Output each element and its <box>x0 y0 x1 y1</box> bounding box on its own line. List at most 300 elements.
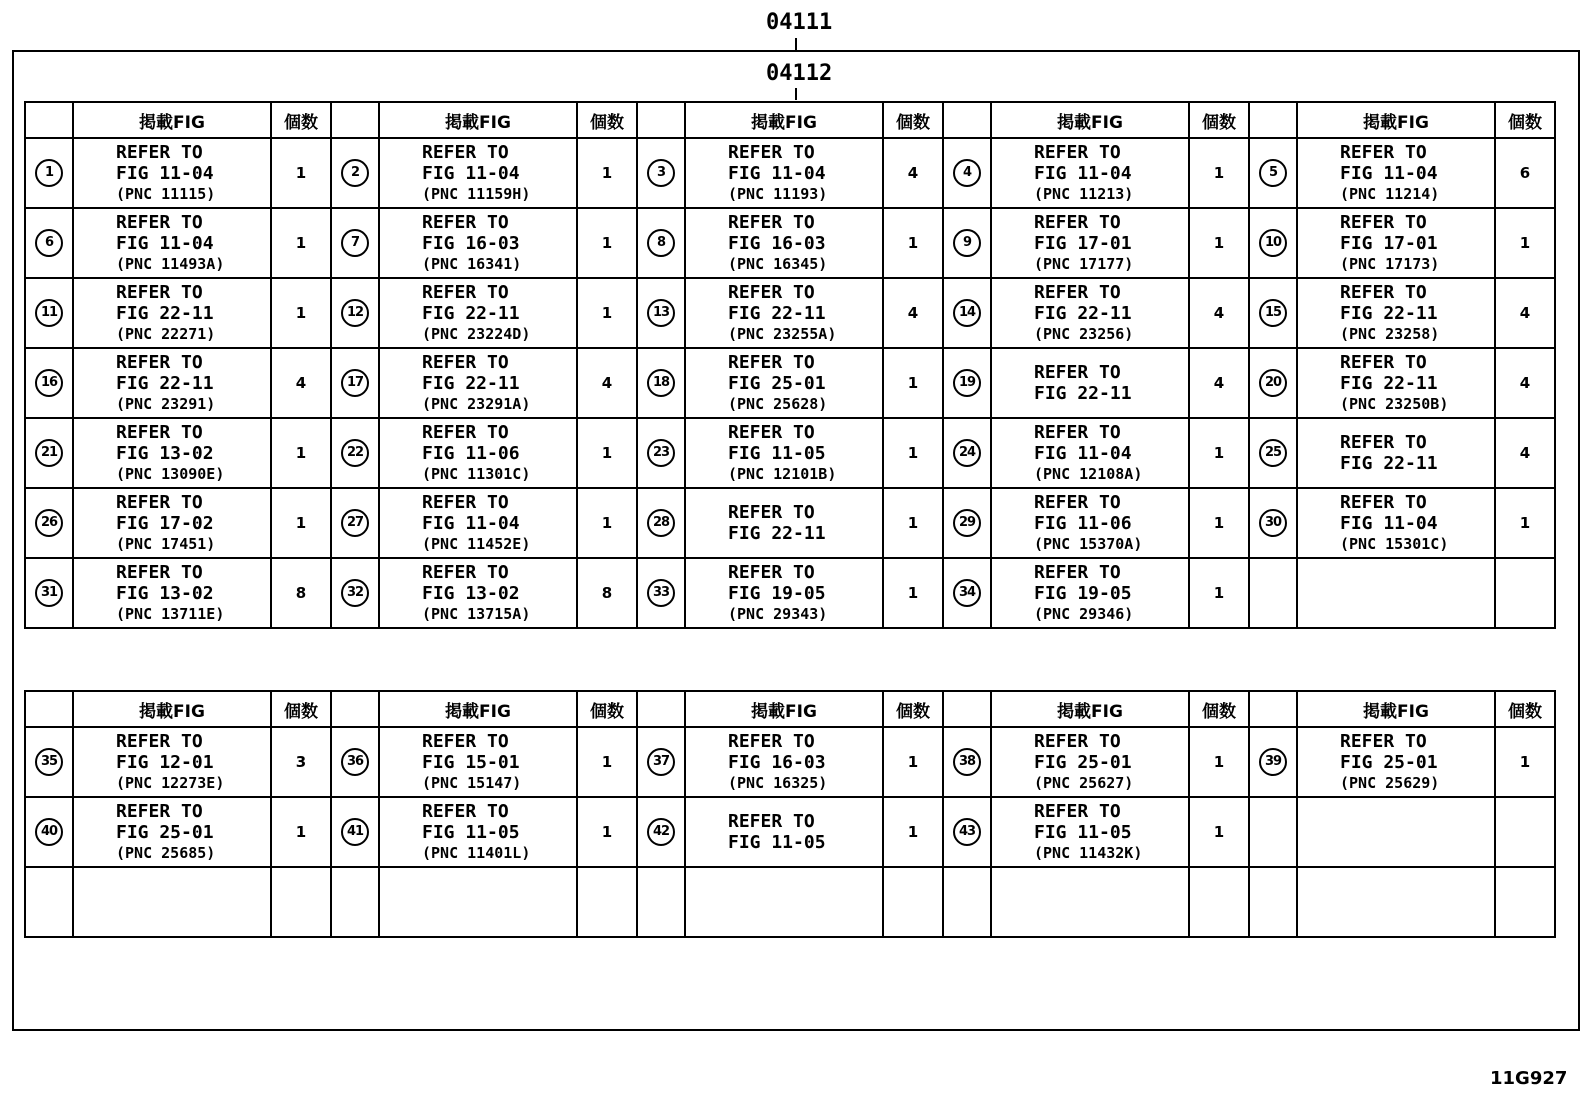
figure-number: FIG 11-04 <box>1340 162 1438 184</box>
pnc-code: (PNC 13715A) <box>422 604 531 623</box>
pnc-code: (PNC 23250B) <box>1340 394 1449 413</box>
header-fig: 掲載FIG <box>73 102 271 138</box>
callout-number-cell <box>637 488 685 558</box>
refer-to-text: REFER TO <box>1034 800 1121 822</box>
pnc-code: (PNC 11214) <box>1340 184 1440 203</box>
figure-reference-cell <box>73 138 271 208</box>
pnc-code: (PNC 11401L) <box>422 843 531 862</box>
figure-reference-cell <box>379 558 577 628</box>
quantity-cell: 4 <box>577 348 637 418</box>
callout-number: 19 <box>953 369 981 397</box>
callout-number-cell <box>943 558 991 628</box>
refer-to-text: REFER TO <box>1340 351 1427 373</box>
refer-to-text: REFER TO <box>422 561 509 583</box>
refer-to-text: REFER TO <box>116 800 203 822</box>
figure-number: FIG 11-04 <box>1034 442 1132 464</box>
callout-number-cell <box>331 208 379 278</box>
figure-reference-cell <box>1297 208 1495 278</box>
callout-number-cell <box>1249 488 1297 558</box>
figure-reference-cell <box>73 278 271 348</box>
figure-reference-cell <box>379 797 577 867</box>
refer-to-text: REFER TO <box>422 141 509 163</box>
callout-number-cell <box>1249 418 1297 488</box>
pnc-code: (PNC 23256) <box>1034 324 1134 343</box>
header-blank <box>25 102 73 138</box>
table-row <box>25 797 1555 867</box>
callout-number-cell <box>637 727 685 797</box>
figure-reference-cell <box>991 208 1189 278</box>
figure-reference-cell <box>1297 278 1495 348</box>
figure-number: FIG 22-11 <box>422 372 520 394</box>
quantity-cell: 1 <box>1189 797 1249 867</box>
callout-number: 13 <box>647 299 675 327</box>
callout-number-cell <box>1249 138 1297 208</box>
refer-to-text: REFER TO <box>1340 491 1427 513</box>
pnc-code: (PNC 11301C) <box>422 464 531 483</box>
figure-number: FIG 19-05 <box>1034 582 1132 604</box>
quantity-cell: 1 <box>883 558 943 628</box>
figure-number: FIG 11-04 <box>116 162 214 184</box>
figure-reference-cell <box>685 867 883 937</box>
figure-reference-cell <box>73 348 271 418</box>
quantity-cell: 1 <box>883 418 943 488</box>
figure-reference-cell <box>73 488 271 558</box>
quantity-cell: 4 <box>1495 348 1555 418</box>
header-qty: 個数 <box>883 102 943 138</box>
figure-reference-cell <box>1297 797 1495 867</box>
callout-number: 17 <box>341 369 369 397</box>
refer-to-text: REFER TO <box>1034 362 1121 383</box>
callout-number-cell <box>331 488 379 558</box>
refer-to-text: REFER TO <box>728 211 815 233</box>
figure-number: FIG 25-01 <box>728 372 826 394</box>
refer-to-text: REFER TO <box>728 351 815 373</box>
callout-number: 12 <box>341 299 369 327</box>
refer-to-text: REFER TO <box>728 141 815 163</box>
header-fig: 掲載FIG <box>685 691 883 727</box>
callout-number: 34 <box>953 579 981 607</box>
quantity-cell <box>1495 867 1555 937</box>
leader-line-04111 <box>795 38 797 50</box>
refer-to-text: REFER TO <box>422 491 509 513</box>
refer-to-text: REFER TO <box>1340 730 1427 752</box>
callout-number: 14 <box>953 299 981 327</box>
figure-number: FIG 11-05 <box>728 832 826 853</box>
callout-number-cell <box>943 348 991 418</box>
callout-number: 11 <box>35 299 63 327</box>
pnc-code: (PNC 15370A) <box>1034 534 1143 553</box>
figure-number: FIG 11-06 <box>422 442 520 464</box>
refer-to-text: REFER TO <box>422 351 509 373</box>
table-header-row <box>25 691 1555 727</box>
figure-number: FIG 22-11 <box>1034 383 1132 404</box>
figure-number: FIG 11-04 <box>116 232 214 254</box>
refer-to-text: REFER TO <box>1340 211 1427 233</box>
pnc-code: (PNC 15301C) <box>1340 534 1449 553</box>
table-row <box>25 138 1555 208</box>
callout-number-cell <box>1249 278 1297 348</box>
quantity-cell: 1 <box>577 418 637 488</box>
figure-reference-cell <box>379 208 577 278</box>
callout-number: 35 <box>35 748 63 776</box>
callout-number-cell <box>331 278 379 348</box>
callout-number: 20 <box>1259 369 1287 397</box>
callout-number: 38 <box>953 748 981 776</box>
callout-number: 41 <box>341 818 369 846</box>
figure-reference-cell <box>73 727 271 797</box>
header-qty: 個数 <box>271 691 331 727</box>
quantity-cell: 1 <box>577 727 637 797</box>
callout-number: 26 <box>35 509 63 537</box>
refer-to-text: REFER TO <box>1034 730 1121 752</box>
callout-number-cell <box>943 488 991 558</box>
header-blank <box>331 102 379 138</box>
figure-number: FIG 22-11 <box>728 302 826 324</box>
refer-to-text: REFER TO <box>422 281 509 303</box>
table-row <box>25 208 1555 278</box>
refer-to-text: REFER TO <box>116 281 203 303</box>
pnc-code: (PNC 11159H) <box>422 184 531 203</box>
callout-number: 39 <box>1259 748 1287 776</box>
refer-to-text: REFER TO <box>1034 141 1121 163</box>
figure-reference-cell <box>991 418 1189 488</box>
header-qty: 個数 <box>1495 691 1555 727</box>
callout-number: 3 <box>647 159 675 187</box>
quantity-cell: 1 <box>577 138 637 208</box>
callout-number: 8 <box>647 229 675 257</box>
quantity-cell: 1 <box>883 208 943 278</box>
header-qty: 個数 <box>271 102 331 138</box>
table-row <box>25 278 1555 348</box>
quantity-cell: 1 <box>271 797 331 867</box>
callout-number-cell <box>1249 797 1297 867</box>
pnc-code: (PNC 17177) <box>1034 254 1134 273</box>
header-qty: 個数 <box>1189 102 1249 138</box>
figure-number: FIG 11-05 <box>422 821 520 843</box>
figure-reference-cell <box>1297 348 1495 418</box>
callout-number-cell <box>25 727 73 797</box>
callout-number-cell <box>943 867 991 937</box>
callout-number-cell <box>331 418 379 488</box>
quantity-cell: 1 <box>1495 727 1555 797</box>
callout-number-cell <box>943 418 991 488</box>
callout-number: 5 <box>1259 159 1287 187</box>
callout-number: 36 <box>341 748 369 776</box>
figure-number: FIG 22-11 <box>422 302 520 324</box>
callout-number: 32 <box>341 579 369 607</box>
figure-reference-cell <box>991 138 1189 208</box>
figure-reference-cell <box>1297 727 1495 797</box>
figure-number: FIG 22-11 <box>1340 372 1438 394</box>
pnc-code: (PNC 11432K) <box>1034 843 1143 862</box>
pnc-code: (PNC 22271) <box>116 324 216 343</box>
quantity-cell: 1 <box>1189 488 1249 558</box>
refer-to-text: REFER TO <box>728 811 815 832</box>
figure-number: FIG 22-11 <box>116 302 214 324</box>
callout-number-cell <box>331 348 379 418</box>
callout-number: 4 <box>953 159 981 187</box>
table-row <box>25 348 1555 418</box>
quantity-cell: 1 <box>577 208 637 278</box>
callout-number: 24 <box>953 439 981 467</box>
figure-reference-cell <box>991 727 1189 797</box>
callout-number: 37 <box>647 748 675 776</box>
refer-to-text: REFER TO <box>728 561 815 583</box>
quantity-cell: 1 <box>577 488 637 558</box>
pnc-code: (PNC 16325) <box>728 773 828 792</box>
refer-to-text: REFER TO <box>422 730 509 752</box>
figure-number: FIG 17-01 <box>1034 232 1132 254</box>
pnc-code: (PNC 17173) <box>1340 254 1440 273</box>
callout-number-cell <box>637 797 685 867</box>
refer-to-text: REFER TO <box>422 800 509 822</box>
callout-number: 6 <box>35 229 63 257</box>
figure-number: FIG 25-01 <box>1340 751 1438 773</box>
figure-reference-cell <box>685 208 883 278</box>
pnc-code: (PNC 15147) <box>422 773 522 792</box>
figure-reference-cell <box>991 558 1189 628</box>
refer-to-text: REFER TO <box>1034 281 1121 303</box>
header-qty: 個数 <box>883 691 943 727</box>
callout-number-cell <box>1249 867 1297 937</box>
figure-number: FIG 11-04 <box>1340 512 1438 534</box>
figure-number: FIG 13-02 <box>116 442 214 464</box>
callout-number: 22 <box>341 439 369 467</box>
quantity-cell: 1 <box>1189 208 1249 278</box>
callout-number-cell <box>331 138 379 208</box>
callout-number: 23 <box>647 439 675 467</box>
callout-number: 25 <box>1259 439 1287 467</box>
pnc-code: (PNC 23291A) <box>422 394 531 413</box>
quantity-cell: 1 <box>883 348 943 418</box>
quantity-cell: 4 <box>883 138 943 208</box>
callout-number: 40 <box>35 818 63 846</box>
table-row <box>25 488 1555 558</box>
callout-number-cell <box>943 278 991 348</box>
figure-reference-cell <box>73 797 271 867</box>
header-qty: 個数 <box>577 102 637 138</box>
figure-reference-cell <box>73 418 271 488</box>
header-fig: 掲載FIG <box>685 102 883 138</box>
header-qty: 個数 <box>1495 102 1555 138</box>
reference-table-upper <box>24 101 1556 629</box>
refer-to-text: REFER TO <box>116 141 203 163</box>
header-fig: 掲載FIG <box>991 691 1189 727</box>
header-fig: 掲載FIG <box>1297 102 1495 138</box>
pnc-code: (PNC 25628) <box>728 394 828 413</box>
table-row <box>25 727 1555 797</box>
figure-reference-cell <box>991 797 1189 867</box>
callout-number-cell <box>637 558 685 628</box>
pnc-code: (PNC 23224D) <box>422 324 531 343</box>
callout-number-cell <box>331 727 379 797</box>
quantity-cell <box>271 867 331 937</box>
table-header-row <box>25 102 1555 138</box>
figure-reference-cell <box>73 558 271 628</box>
callout-number-cell <box>25 418 73 488</box>
figure-reference-cell <box>685 558 883 628</box>
table-row <box>25 418 1555 488</box>
refer-to-text: REFER TO <box>1034 421 1121 443</box>
quantity-cell: 1 <box>1189 727 1249 797</box>
refer-to-text: REFER TO <box>1340 141 1427 163</box>
header-blank <box>637 102 685 138</box>
figure-reference-cell <box>685 348 883 418</box>
callout-number: 7 <box>341 229 369 257</box>
figure-reference-cell <box>685 138 883 208</box>
callout-number: 9 <box>953 229 981 257</box>
callout-number-cell <box>1249 558 1297 628</box>
figure-reference-cell <box>991 278 1189 348</box>
callout-number: 15 <box>1259 299 1287 327</box>
refer-to-text: REFER TO <box>1340 281 1427 303</box>
callout-number-cell <box>25 348 73 418</box>
pnc-code: (PNC 23258) <box>1340 324 1440 343</box>
assembly-number-04111: 04111 <box>766 10 833 35</box>
callout-number-cell <box>943 138 991 208</box>
callout-number-cell <box>943 797 991 867</box>
header-blank <box>943 102 991 138</box>
pnc-code: (PNC 16341) <box>422 254 522 273</box>
refer-to-text: REFER TO <box>728 502 815 523</box>
figure-number: FIG 22-11 <box>1340 302 1438 324</box>
refer-to-text: REFER TO <box>422 421 509 443</box>
callout-number-cell <box>25 867 73 937</box>
figure-number: FIG 11-04 <box>422 162 520 184</box>
figure-number: FIG 11-04 <box>422 512 520 534</box>
callout-number: 16 <box>35 369 63 397</box>
callout-number-cell <box>943 208 991 278</box>
callout-number-cell <box>637 278 685 348</box>
assembly-number-04112: 04112 <box>766 61 833 86</box>
refer-to-text: REFER TO <box>1034 561 1121 583</box>
pnc-code: (PNC 11213) <box>1034 184 1134 203</box>
figure-number: FIG 11-06 <box>1034 512 1132 534</box>
header-fig: 掲載FIG <box>1297 691 1495 727</box>
pnc-code: (PNC 13090E) <box>116 464 225 483</box>
callout-number-cell <box>331 558 379 628</box>
callout-number-cell <box>637 348 685 418</box>
callout-number: 42 <box>647 818 675 846</box>
header-blank <box>1249 102 1297 138</box>
figure-reference-cell <box>1297 418 1495 488</box>
figure-reference-cell <box>73 867 271 937</box>
pnc-code: (PNC 16345) <box>728 254 828 273</box>
header-fig: 掲載FIG <box>379 102 577 138</box>
refer-to-text: REFER TO <box>728 730 815 752</box>
quantity-cell: 1 <box>883 488 943 558</box>
figure-reference-cell <box>685 488 883 558</box>
quantity-cell: 1 <box>1189 138 1249 208</box>
figure-number: FIG 25-01 <box>1034 751 1132 773</box>
callout-number: 18 <box>647 369 675 397</box>
figure-reference-cell <box>379 418 577 488</box>
callout-number: 43 <box>953 818 981 846</box>
figure-reference-cell <box>685 278 883 348</box>
header-blank <box>331 691 379 727</box>
figure-number: FIG 12-01 <box>116 751 214 773</box>
figure-reference-cell <box>991 867 1189 937</box>
figure-number: FIG 17-01 <box>1340 232 1438 254</box>
quantity-cell: 1 <box>271 278 331 348</box>
callout-number-cell <box>637 867 685 937</box>
header-blank <box>25 691 73 727</box>
figure-number: FIG 11-04 <box>1034 162 1132 184</box>
figure-number: FIG 17-02 <box>116 512 214 534</box>
figure-number: FIG 11-05 <box>728 442 826 464</box>
figure-reference-cell <box>1297 867 1495 937</box>
quantity-cell: 1 <box>577 278 637 348</box>
figure-number: FIG 22-11 <box>728 523 826 544</box>
leader-line-04112 <box>795 88 797 100</box>
refer-to-text: REFER TO <box>422 211 509 233</box>
quantity-cell: 8 <box>271 558 331 628</box>
header-fig: 掲載FIG <box>379 691 577 727</box>
pnc-code: (PNC 11115) <box>116 184 216 203</box>
figure-number: FIG 22-11 <box>1340 453 1438 474</box>
quantity-cell <box>1189 867 1249 937</box>
quantity-cell: 4 <box>883 278 943 348</box>
pnc-code: (PNC 29343) <box>728 604 828 623</box>
pnc-code: (PNC 11493A) <box>116 254 225 273</box>
figure-reference-cell <box>379 727 577 797</box>
figure-reference-cell <box>379 138 577 208</box>
figure-number: FIG 19-05 <box>728 582 826 604</box>
quantity-cell: 1 <box>883 797 943 867</box>
pnc-code: (PNC 25627) <box>1034 773 1134 792</box>
quantity-cell <box>883 867 943 937</box>
quantity-cell: 1 <box>577 797 637 867</box>
refer-to-text: REFER TO <box>116 421 203 443</box>
figure-reference-cell <box>991 348 1189 418</box>
pnc-code: (PNC 11452E) <box>422 534 531 553</box>
figure-reference-cell <box>73 208 271 278</box>
figure-number: FIG 22-11 <box>1034 302 1132 324</box>
figure-number: FIG 13-02 <box>116 582 214 604</box>
callout-number: 30 <box>1259 509 1287 537</box>
quantity-cell <box>1495 558 1555 628</box>
pnc-code: (PNC 12108A) <box>1034 464 1143 483</box>
callout-number: 28 <box>647 509 675 537</box>
callout-number-cell <box>637 138 685 208</box>
table-row <box>25 558 1555 628</box>
callout-number-cell <box>331 867 379 937</box>
pnc-code: (PNC 23255A) <box>728 324 837 343</box>
quantity-cell: 1 <box>883 727 943 797</box>
figure-reference-cell <box>991 488 1189 558</box>
figure-number: FIG 15-01 <box>422 751 520 773</box>
figure-reference-cell <box>685 797 883 867</box>
image-code: 11G927 <box>1490 1068 1568 1089</box>
quantity-cell: 1 <box>271 418 331 488</box>
quantity-cell: 4 <box>1495 418 1555 488</box>
pnc-code: (PNC 23291) <box>116 394 216 413</box>
refer-to-text: REFER TO <box>116 351 203 373</box>
reference-table-lower <box>24 690 1556 938</box>
callout-number: 27 <box>341 509 369 537</box>
figure-reference-cell <box>1297 558 1495 628</box>
pnc-code: (PNC 12273E) <box>116 773 225 792</box>
callout-number-cell <box>1249 348 1297 418</box>
callout-number-cell <box>25 558 73 628</box>
refer-to-text: REFER TO <box>116 561 203 583</box>
callout-number-cell <box>25 797 73 867</box>
header-blank <box>1249 691 1297 727</box>
callout-number-cell <box>25 138 73 208</box>
figure-reference-cell <box>379 348 577 418</box>
refer-to-text: REFER TO <box>116 491 203 513</box>
callout-number-cell <box>25 488 73 558</box>
